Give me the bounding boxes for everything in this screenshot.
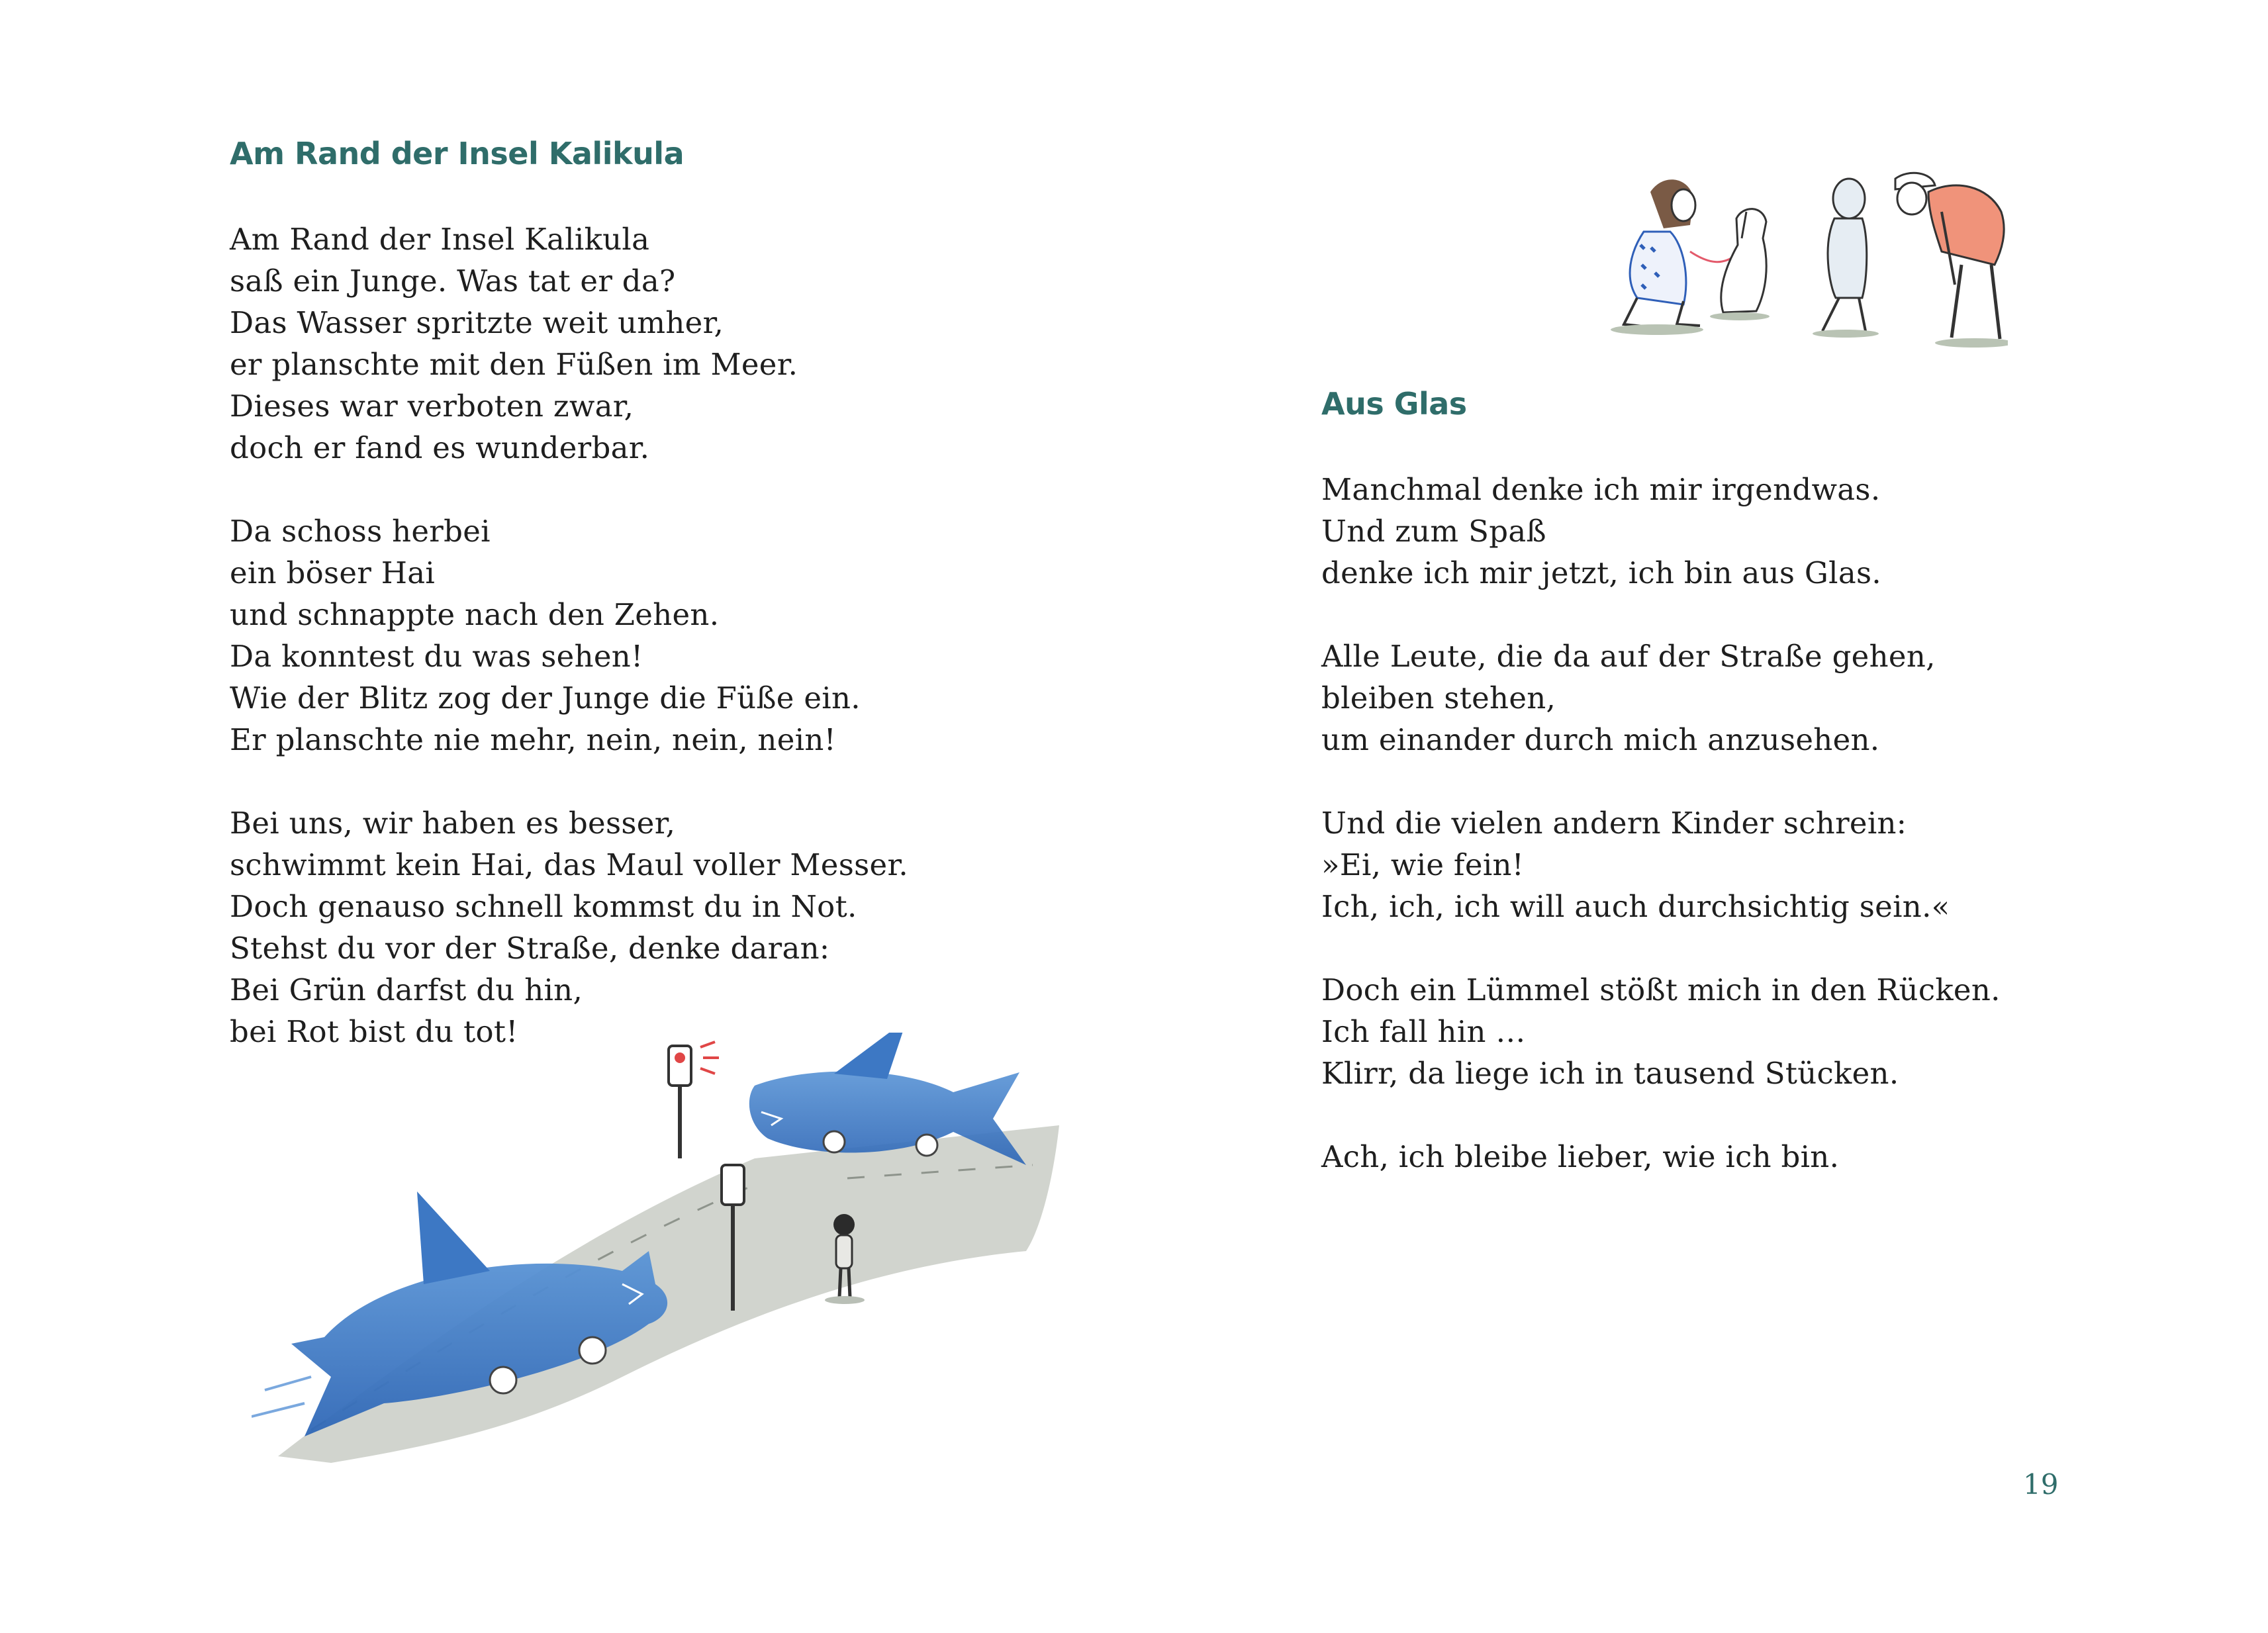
poem-line: bei Rot bist du tot! (230, 1014, 518, 1049)
stanza-3 (230, 802, 908, 1052)
poem-line: Da konntest du was sehen! (230, 639, 643, 674)
poem-am-rand-der-insel-kalikula (230, 134, 908, 1094)
right-page (1134, 0, 2268, 1633)
poem-line: Am Rand der Insel Kalikula (230, 222, 650, 257)
stanza-1 (230, 218, 908, 469)
poem-line: Dieses war verboten zwar, (230, 389, 634, 424)
poem-line: Ach, ich bleibe lieber, wie ich bin. (1321, 1139, 1840, 1174)
poem-line: Bei Grün darfst du hin, (230, 972, 583, 1007)
poem-line: Wie der Blitz zog der Junge die Füße ein. (230, 680, 861, 716)
stanza-1 (1321, 469, 2001, 594)
poem-line: er planschte mit den Füßen im Meer. (230, 347, 798, 382)
poem-line: Manchmal denke ich mir irgendwas. (1321, 472, 1881, 507)
dog-figure (1710, 209, 1770, 320)
page-number: 19 (2023, 1468, 2059, 1501)
poem-line: Da schoss herbei (230, 514, 491, 549)
shark-cars-road-illustration (252, 1033, 1099, 1470)
poem-line: Doch ein Lümmel stößt mich in den Rücken. (1321, 972, 2001, 1007)
traffic-light-far-icon (669, 1042, 719, 1158)
poem-line: denke ich mir jetzt, ich bin aus Glas. (1321, 555, 1881, 590)
stanza-5 (1321, 1136, 2001, 1178)
shark-car-far (749, 1033, 1026, 1165)
glass-child-people-illustration (1584, 165, 2008, 404)
poem-line: um einander durch mich anzusehen. (1321, 722, 1880, 757)
poem-line: und schnappte nach den Zehen. (230, 597, 720, 632)
poem-line: Bei uns, wir haben es besser, (230, 806, 676, 841)
poem-title: Aus Glas (1321, 386, 1467, 422)
poem-line: Alle Leute, die da auf der Straße gehen, (1321, 639, 1936, 674)
stanza-4 (1321, 969, 2001, 1094)
bending-man-figure (1895, 173, 2008, 348)
poem-line: doch er fand es wunderbar. (230, 430, 650, 465)
poem-line: schwimmt kein Hai, das Maul voller Messer. (230, 847, 908, 882)
stanza-3 (1321, 802, 2001, 927)
poem-line: »Ei, wie fein! (1321, 847, 1525, 882)
stanza-2 (1321, 635, 2001, 761)
poem-line: Ich, ich, ich will auch durchsichtig sein.« (1321, 889, 1950, 924)
poem-line: ein böser Hai (230, 555, 436, 590)
poem-line: Und die vielen andern Kinder schrein: (1321, 806, 1907, 841)
poem-line: Er planschte nie mehr, nein, nein, nein! (230, 722, 836, 757)
crouching-woman-figure (1611, 179, 1703, 335)
poem-line: Stehst du vor der Straße, denke daran: (230, 931, 830, 966)
poem-line: Doch genauso schnell kommst du in Not. (230, 889, 857, 924)
poem-title: Am Rand der Insel Kalikula (230, 136, 685, 171)
poem-line: saß ein Junge. Was tat er da? (230, 263, 676, 299)
poem-line: bleiben stehen, (1321, 680, 1556, 716)
poem-line: Das Wasser spritzte weit umher, (230, 305, 724, 340)
poem-body (1321, 469, 2001, 1178)
stanza-2 (230, 510, 908, 761)
glass-child-figure (1813, 179, 1879, 338)
poem-body (230, 218, 908, 1052)
poem-aus-glas (1321, 384, 2001, 1219)
poem-line: Ich fall hin … (1321, 1014, 1526, 1049)
poem-line: Klirr, da liege ich in tausend Stücken. (1321, 1056, 1899, 1091)
poem-line: Und zum Spaß (1321, 514, 1546, 549)
